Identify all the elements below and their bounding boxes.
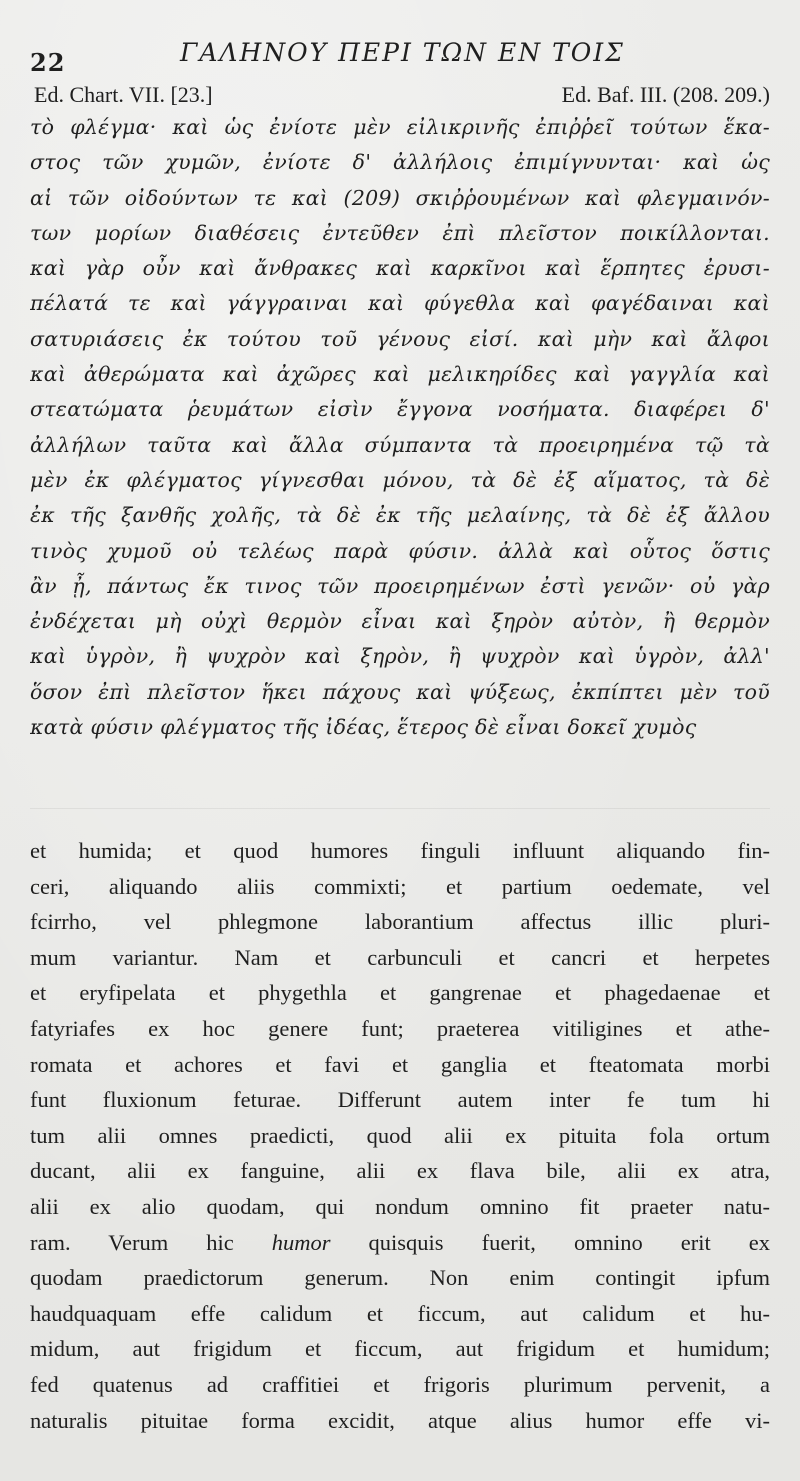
latin-text-segment: ram. Verum hic: [30, 1229, 272, 1255]
greek-text-line: ἀλλήλων ταῦτα καὶ ἄλλα σύμπαντα τὰ προειρημένα τῷ τὰ: [30, 432, 770, 457]
greek-text-line: καὶ ὑγρὸν, ἢ ψυχρὸν καὶ ξηρὸν, ἢ ψυχρὸν καὶ ὑγρὸν, ἀλλ': [30, 644, 770, 669]
italic-word: humor: [271, 1229, 331, 1255]
greek-text-line: στος τῶν χυμῶν, ἐνίοτε δ' ἀλλήλοις ἐπιμίγνυνται· καὶ ὡς: [30, 150, 770, 175]
greek-text-line: σατυριάσεις ἐκ τούτου τοῦ γένους εἰσί. καὶ μὴν καὶ ἄλφοι: [30, 326, 770, 351]
latin-text-line: [30, 1189, 770, 1225]
greek-text-line: καὶ ἀθερώματα καὶ ἀχῶρες καὶ μελικηρίδες καὶ γαγγλία καὶ: [30, 362, 770, 387]
greek-text-line: ἐνδέχεται μὴ οὐχὶ θερμὸν εἶναι καὶ ξηρὸν αὐτὸν, ἢ θερμὸν: [30, 609, 770, 634]
greek-text-line: ἂν ᾖ, πάντως ἔκ τινος τῶν προειρημένων ἐστὶ γενῶν· οὐ γὰρ: [30, 573, 770, 598]
latin-text-segment: alii ex alio quodam, qui nondum omnino fit praeter natu-: [30, 1193, 770, 1219]
latin-text-segment: naturalis pituitae forma excidit, atque alius humor effe vi-: [30, 1407, 770, 1433]
latin-text-block: [30, 833, 770, 1438]
latin-text-segment: mum variantur. Nam et carbunculi et cancri et herpetes: [30, 944, 770, 970]
latin-text-segment: romata et achores et favi et ganglia et fteatomata morbi: [30, 1051, 770, 1077]
greek-text-line: των μορίων διαθέσεις ἐντεῦθεν ἐπὶ πλεῖστον ποικίλλονται.: [30, 220, 770, 245]
edition-chartier: Ed. Chart. VII. [23.]: [34, 82, 213, 107]
edition-basel: Ed. Baf. III. (208. 209.): [561, 82, 770, 107]
latin-text-line: [30, 1011, 770, 1047]
latin-text-line: [30, 940, 770, 976]
column-divider: [30, 808, 770, 809]
latin-text-line: [30, 1403, 770, 1439]
latin-text-segment: midum, aut frigidum et ficcum, aut frigidum et humidum;: [30, 1336, 770, 1362]
latin-text-line: [30, 975, 770, 1011]
latin-text-line: [30, 1047, 770, 1083]
greek-text-line: ὅσον ἐπὶ πλεῖστον ἥκει πάχους καὶ ψύξεως, ἐκπίπτει μὲν τοῦ: [30, 679, 770, 704]
latin-text-line: [30, 904, 770, 940]
page-number: 22: [30, 48, 66, 77]
latin-text-line: [30, 1225, 770, 1261]
latin-text-line: [30, 833, 770, 869]
latin-text-line: [30, 1367, 770, 1403]
latin-text-segment: fatyriafes ex hoc genere funt; praeterea vitiligines et athe-: [30, 1015, 770, 1041]
greek-text-line: τινὸς χυμοῦ οὐ τελέως παρὰ φύσιν. ἀλλὰ καὶ οὗτος ὅστις: [30, 538, 770, 563]
latin-text-segment: quodam praedictorum generum. Non enim contingit ipfum: [30, 1265, 770, 1291]
latin-text-line: [30, 1331, 770, 1367]
edition-line: [30, 82, 770, 110]
latin-text-line: [30, 1118, 770, 1154]
greek-text-line: τὸ φλέγμα· καὶ ὡς ἐνίοτε μὲν εἰλικρινῆς ἐπιῤῥεῖ τούτων ἕκα-: [30, 115, 770, 139]
latin-text-segment: et eryfipelata et phygethla et gangrenae et phagedaenae et: [30, 980, 770, 1006]
latin-text-segment: fed quatenus ad craffitiei et frigoris plurimum pervenit, a: [30, 1371, 770, 1397]
latin-text-segment: funt fluxionum feturae. Differunt autem inter fe tum hi: [30, 1087, 770, 1113]
latin-text-segment: tum alii omnes praedicti, quod alii ex pituita fola ortum: [30, 1122, 770, 1148]
running-title: ΓΑΛΗΝΟΥ ΠΕΡΙ ΤΩΝ ΕΝ ΤΟΙΣ: [180, 38, 625, 67]
latin-text-line: [30, 1153, 770, 1189]
greek-text-line: καὶ γὰρ οὖν καὶ ἄνθρακες καὶ καρκῖνοι καὶ ἕρπητες ἐρυσι-: [30, 256, 770, 281]
latin-text-segment: et humida; et quod humores finguli influunt aliquando fin-: [30, 838, 770, 863]
latin-text-segment: quisquis fuerit, omnino erit ex: [330, 1229, 770, 1255]
greek-text-line: πέλατά τε καὶ γάγγραιναι καὶ φύγεθλα καὶ φαγέδαιναι καὶ: [30, 291, 770, 316]
latin-text-segment: ceri, aliquando aliis commixti; et partium oedemate, vel: [30, 873, 770, 899]
latin-text-segment: ducant, alii ex fanguine, alii ex flava bile, alii ex atra,: [30, 1158, 770, 1184]
latin-text-segment: haudquaquam effe calidum et ficcum, aut calidum et hu-: [30, 1300, 770, 1326]
greek-text-line: ἐκ τῆς ξανθῆς χολῆς, τὰ δὲ ἐκ τῆς μελαίνης, τὰ δὲ ἐξ ἄλλου: [30, 503, 770, 528]
greek-text-line: κατὰ φύσιν φλέγματος τῆς ἰδέας, ἕτερος δὲ εἶναι δοκεῖ χυμὸς: [30, 715, 697, 740]
latin-text-line: [30, 869, 770, 905]
latin-text-line: [30, 1260, 770, 1296]
latin-text-line: [30, 1082, 770, 1118]
greek-text-line: μὲν ἐκ φλέγματος γίγνεσθαι μόνου, τὰ δὲ ἐξ αἵματος, τὰ δὲ: [30, 467, 770, 492]
greek-text-block: [30, 110, 770, 745]
greek-text-line: στεατώματα ῥευμάτων εἰσὶν ἔγγονα νοσήματα. διαφέρει δ': [30, 397, 770, 422]
latin-text-segment: fcirrho, vel phlegmone laborantium affectus illic pluri-: [30, 909, 770, 935]
latin-text-line: [30, 1296, 770, 1332]
page-header: [30, 38, 770, 77]
greek-text-line: αἱ τῶν οἰδούντων τε καὶ (209) σκιῤῥουμένων καὶ φλεγμαινόν-: [30, 185, 770, 210]
